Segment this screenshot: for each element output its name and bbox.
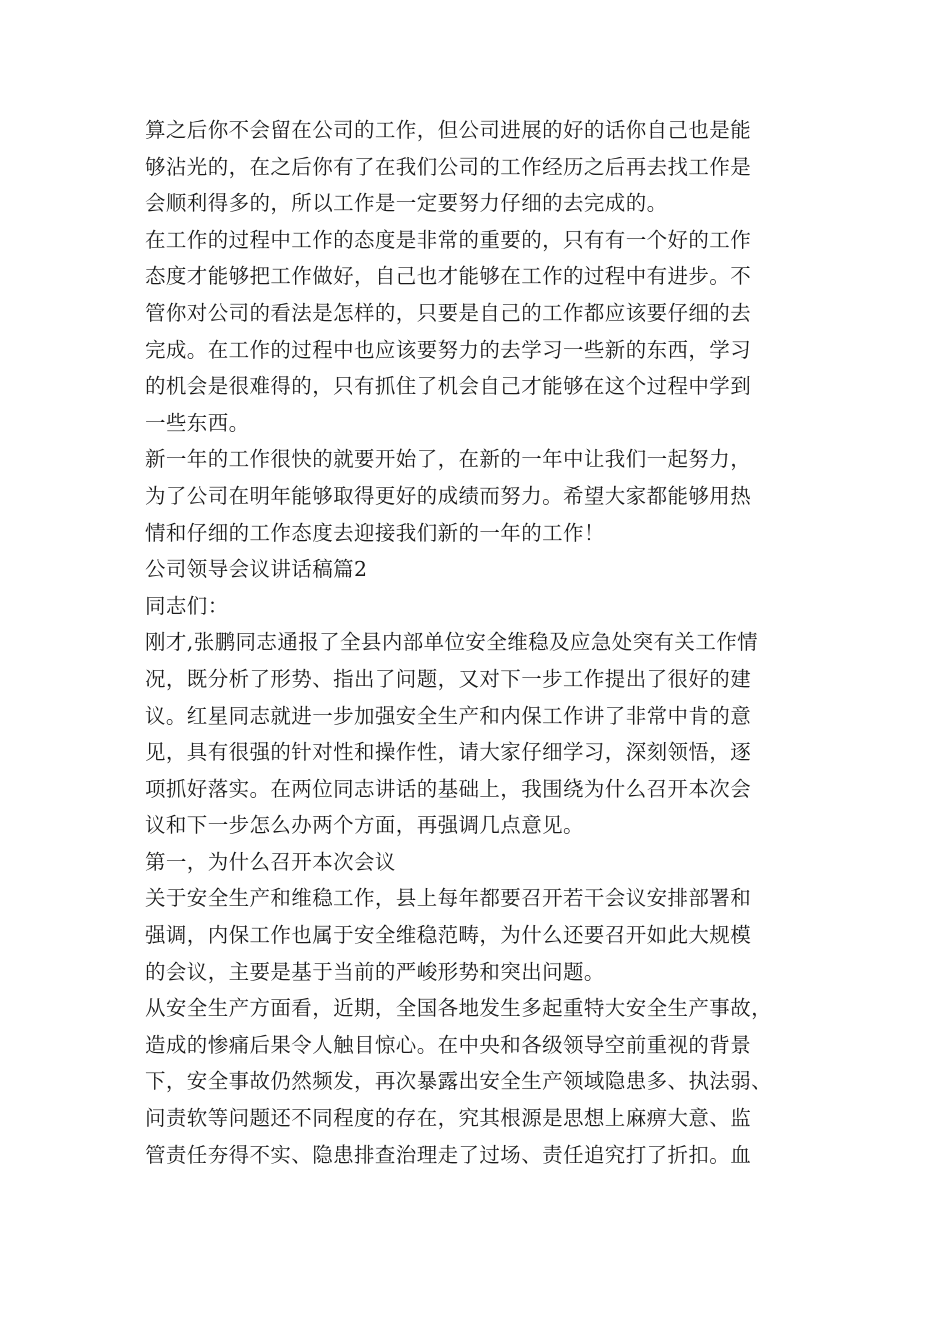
text-line: 况，既分析了形势、指出了问题，又对下一步工作提出了很好的建	[145, 666, 752, 691]
text-line: 管你对公司的看法是怎样的，只要是自己的工作都应该要仔细的去	[145, 300, 752, 325]
text-line: 议。红星同志就进一步加强安全生产和内保工作讲了非常中肯的意	[145, 703, 752, 728]
text-line: 关于安全生产和维稳工作，县上每年都要召开若干会议安排部署和	[145, 886, 752, 911]
text-line: 造成的惨痛后果令人触目惊心。在中央和各级领导空前重视的背景	[145, 1032, 752, 1057]
text-line: 管责任夯得不实、隐患排查治理走了过场、责任追究打了折扣。血	[145, 1142, 752, 1167]
document-body	[145, 112, 810, 1173]
text-line: 下，安全事故仍然频发，再次暴露出安全生产领域隐患多、执法弱、	[145, 1069, 772, 1094]
text-line: 的机会是很难得的，只有抓住了机会自己才能够在这个过程中学到	[145, 374, 752, 399]
text-line: 强调，内保工作也属于安全维稳范畴，为什么还要召开如此大规模	[145, 923, 752, 948]
text-line: 完成。在工作的过程中也应该要努力的去学习一些新的东西，学习	[145, 337, 752, 362]
text-line: 从安全生产方面看，近期，全国各地发生多起重特大安全生产事故，	[145, 996, 772, 1021]
text-line: 项抓好落实。在两位同志讲话的基础上，我围绕为什么召开本次会	[145, 776, 752, 801]
text-line: 够沾光的，在之后你有了在我们公司的工作经历之后再去找工作是	[145, 154, 752, 179]
section-title: 公司领导会议讲话稿篇2	[145, 557, 368, 582]
text-line: 为了公司在明年能够取得更好的成绩而努力。希望大家都能够用热	[145, 483, 752, 508]
text-line: 问责软等问题还不同程度的存在，究其根源是思想上麻痹大意、监	[145, 1106, 752, 1131]
text-line: 在工作的过程中工作的态度是非常的重要的，只有有一个好的工作	[145, 227, 752, 252]
text-line: 新一年的工作很快的就要开始了，在新的一年中让我们一起努力，	[145, 447, 752, 472]
text-line: 见，具有很强的针对性和操作性，请大家仔细学习，深刻领悟，逐	[145, 740, 752, 765]
salutation: 同志们：	[145, 593, 229, 618]
text-line: 一些东西。	[145, 410, 250, 435]
text-line: 会顺利得多的，所以工作是一定要努力仔细的去完成的。	[145, 191, 668, 216]
text-line: 刚才,张鹏同志通报了全县内部单位安全维稳及应急处突有关工作情	[145, 630, 759, 655]
text-line: 态度才能够把工作做好，自己也才能够在工作的过程中有进步。不	[145, 264, 752, 289]
text-line: 的会议，主要是基于当前的严峻形势和突出问题。	[145, 959, 605, 984]
text-line: 情和仔细的工作态度去迎接我们新的一年的工作！	[145, 520, 605, 545]
text-line: 议和下一步怎么办两个方面，再强调几点意见。	[145, 813, 584, 838]
subheading: 第一，为什么召开本次会议	[145, 849, 396, 874]
text-line: 算之后你不会留在公司的工作，但公司进展的好的话你自己也是能	[145, 118, 752, 142]
